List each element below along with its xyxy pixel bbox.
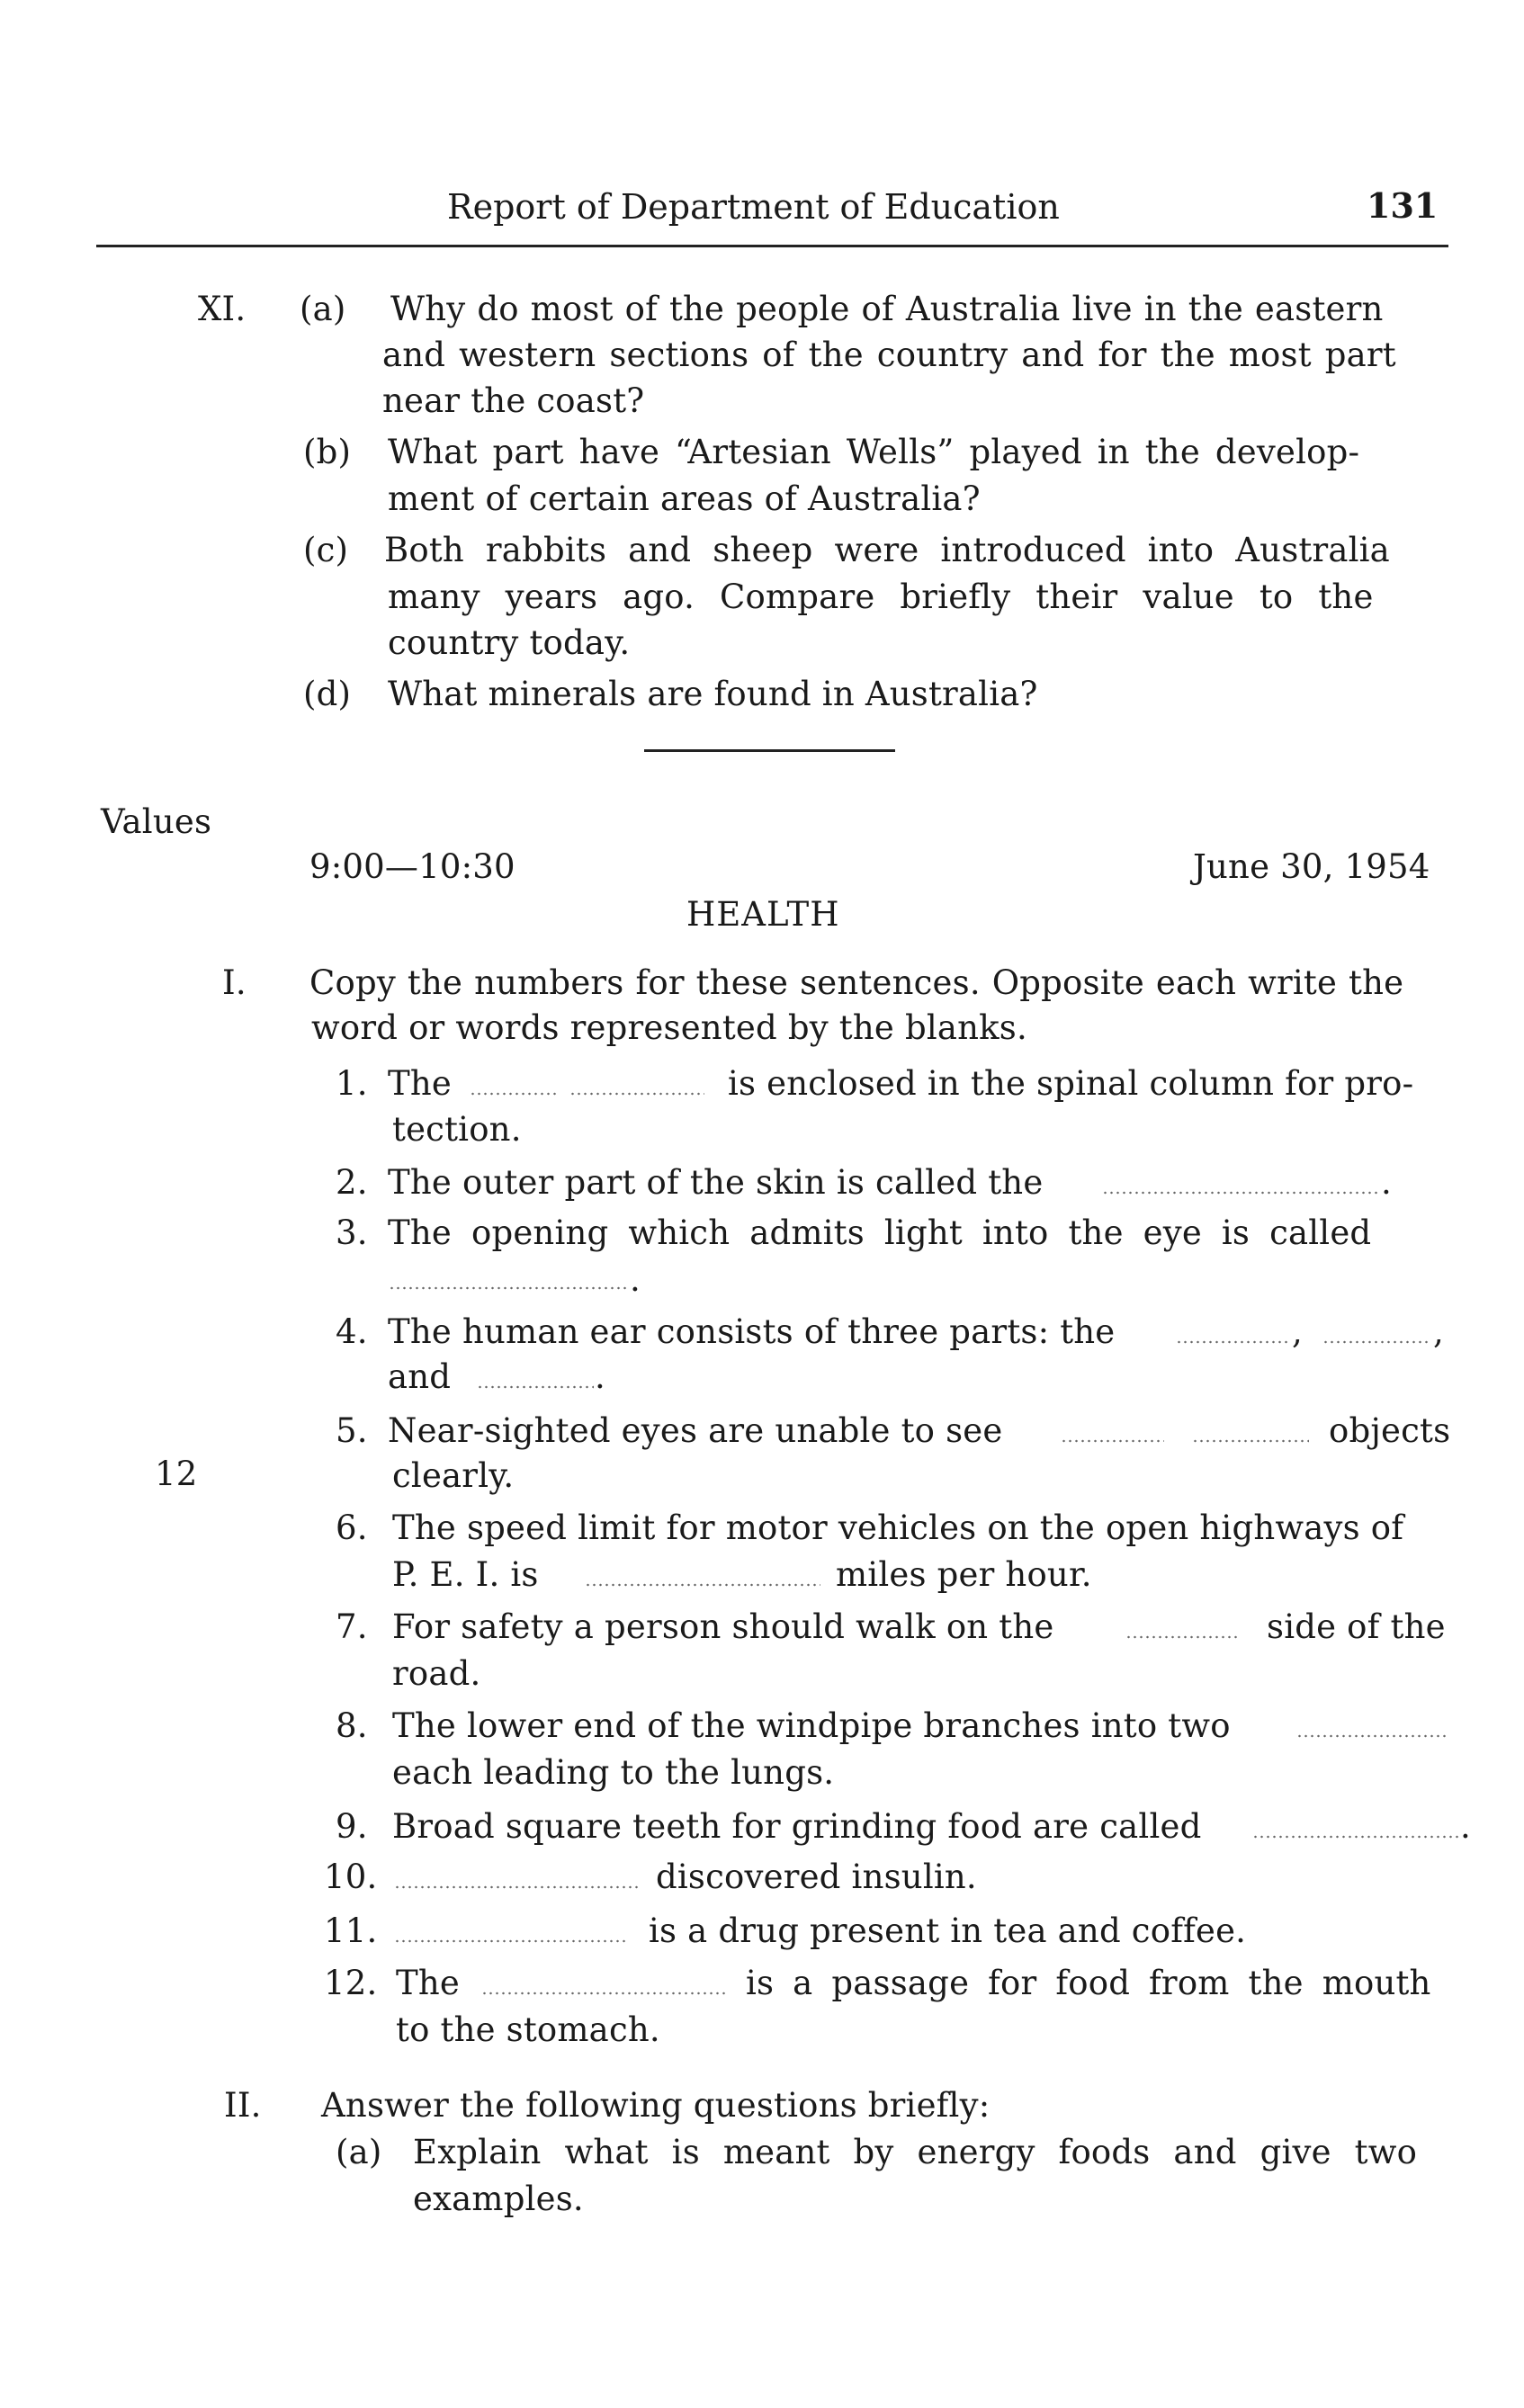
answer-blank [1102, 1191, 1381, 1195]
answer-blank [585, 1583, 820, 1587]
question-text: The outer part of the skin is called the [388, 1163, 1044, 1202]
answer-blank [477, 1385, 594, 1389]
question-number: 7. [336, 1607, 368, 1646]
question-number: 11. [324, 1911, 378, 1950]
question-xi-c-text: country today. [388, 623, 631, 662]
question-number: 6. [336, 1508, 368, 1547]
running-header-title: Report of Department of Education [447, 187, 1060, 227]
question-text: is a passage for food from the mouth [746, 1964, 1431, 2002]
question-text: The [388, 1064, 453, 1103]
question-text: and [388, 1357, 452, 1396]
question-xi-a-text: and western sections of the country and for the most part [382, 336, 1396, 374]
answer-blank [1061, 1439, 1164, 1443]
answer-blank [1192, 1439, 1309, 1443]
question-end-mark: . [630, 1260, 641, 1299]
question-xi-c-text: many years ago. Compare briefly their value to the [388, 577, 1374, 616]
question-number: 10. [324, 1857, 378, 1896]
answer-blank [470, 1092, 560, 1096]
question-text: The human ear consists of three parts: the [388, 1312, 1116, 1351]
question-separator: , [1433, 1312, 1444, 1351]
question-xi-c-label: (c) [303, 531, 349, 569]
question-text: is a drug present in tea and coffee. [649, 1911, 1247, 1950]
question-ii-a-text: Explain what is meant by energy foods and give two [413, 2133, 1418, 2171]
question-number: 9. [336, 1807, 368, 1846]
exam-time: 9:00—10:30 [309, 847, 515, 886]
question-text: The speed limit for motor vehicles on the open highways of [392, 1508, 1404, 1547]
answer-blank [1322, 1340, 1430, 1344]
question-number: 12. [324, 1964, 378, 2002]
question-number: 1. [336, 1064, 368, 1103]
question-xi-a-label: (a) [300, 290, 346, 328]
question-ii-a-label: (a) [336, 2133, 382, 2171]
section-value: 12 [155, 1455, 198, 1493]
question-text: P. E. I. is [392, 1555, 539, 1594]
section-ii-intro: Answer the following questions briefly: [321, 2086, 991, 2125]
question-text: discovered insulin. [656, 1857, 977, 1896]
answer-blank [389, 1286, 630, 1290]
question-xi-b-label: (b) [303, 433, 352, 471]
question-xi-d-text: What minerals are found in Australia? [388, 675, 1038, 713]
question-text: Broad square teeth for grinding food are called [392, 1807, 1202, 1846]
question-number: 5. [336, 1411, 368, 1450]
answer-blank [481, 1992, 729, 1995]
section-xi-numeral: XI. [198, 290, 247, 328]
section-i-intro: Copy the numbers for these sentences. Opposite each write the [309, 963, 1404, 1002]
question-xi-b-text: What part have “Artesian Wells” played in the develop- [388, 433, 1360, 471]
question-text: The opening which admits light into the eye is called [388, 1213, 1372, 1252]
question-xi-b-text: ment of certain areas of Australia? [388, 479, 981, 518]
page-number: 131 [1367, 185, 1439, 226]
exam-subject: HEALTH [686, 895, 840, 934]
section-ii-numeral: II. [224, 2086, 262, 2125]
question-text: miles per hour. [836, 1555, 1092, 1594]
values-column-label: Values [101, 802, 212, 841]
section-i-numeral: I. [222, 963, 247, 1002]
question-xi-d-label: (d) [303, 675, 352, 713]
answer-blank [1176, 1340, 1288, 1344]
question-end-mark: . [595, 1357, 605, 1396]
question-text: The lower end of the windpipe branches into two [392, 1706, 1231, 1745]
answer-blank [394, 1939, 628, 1943]
header-rule [96, 245, 1448, 247]
answer-blank [569, 1092, 704, 1096]
question-text: side of the [1267, 1607, 1446, 1646]
question-text: is enclosed in the spinal column for pro- [728, 1064, 1414, 1103]
question-end-mark: . [1460, 1807, 1471, 1846]
question-text: tection. [392, 1110, 522, 1149]
question-text: each leading to the lungs. [392, 1753, 835, 1792]
question-xi-a-text: near the coast? [382, 381, 645, 420]
answer-blank [1125, 1635, 1238, 1639]
question-text: For safety a person should walk on the [392, 1607, 1054, 1646]
question-text: to the stomach. [396, 2010, 660, 2049]
question-ii-a-text: examples. [413, 2180, 584, 2218]
question-text: Near-sighted eyes are unable to see [388, 1411, 1003, 1450]
question-xi-a-text: Why do most of the people of Australia live in the eastern [390, 290, 1384, 328]
question-text: road. [392, 1654, 481, 1693]
question-text: The [396, 1964, 461, 2002]
section-divider [644, 749, 895, 752]
exam-date: June 30, 1954 [1193, 847, 1430, 886]
question-text: objects [1329, 1411, 1451, 1450]
section-i-intro: word or words represented by the blanks. [311, 1008, 1027, 1047]
question-xi-c-text: Both rabbits and sheep were introduced into Australia [384, 531, 1390, 569]
question-separator: , [1292, 1312, 1303, 1351]
question-number: 3. [336, 1213, 368, 1252]
answer-blank [394, 1885, 641, 1889]
answer-blank [1252, 1835, 1459, 1839]
question-end-mark: . [1381, 1163, 1392, 1202]
question-number: 8. [336, 1706, 368, 1745]
answer-blank [1296, 1734, 1449, 1738]
question-number: 2. [336, 1163, 368, 1202]
question-number: 4. [336, 1312, 368, 1351]
question-text: clearly. [392, 1456, 515, 1495]
